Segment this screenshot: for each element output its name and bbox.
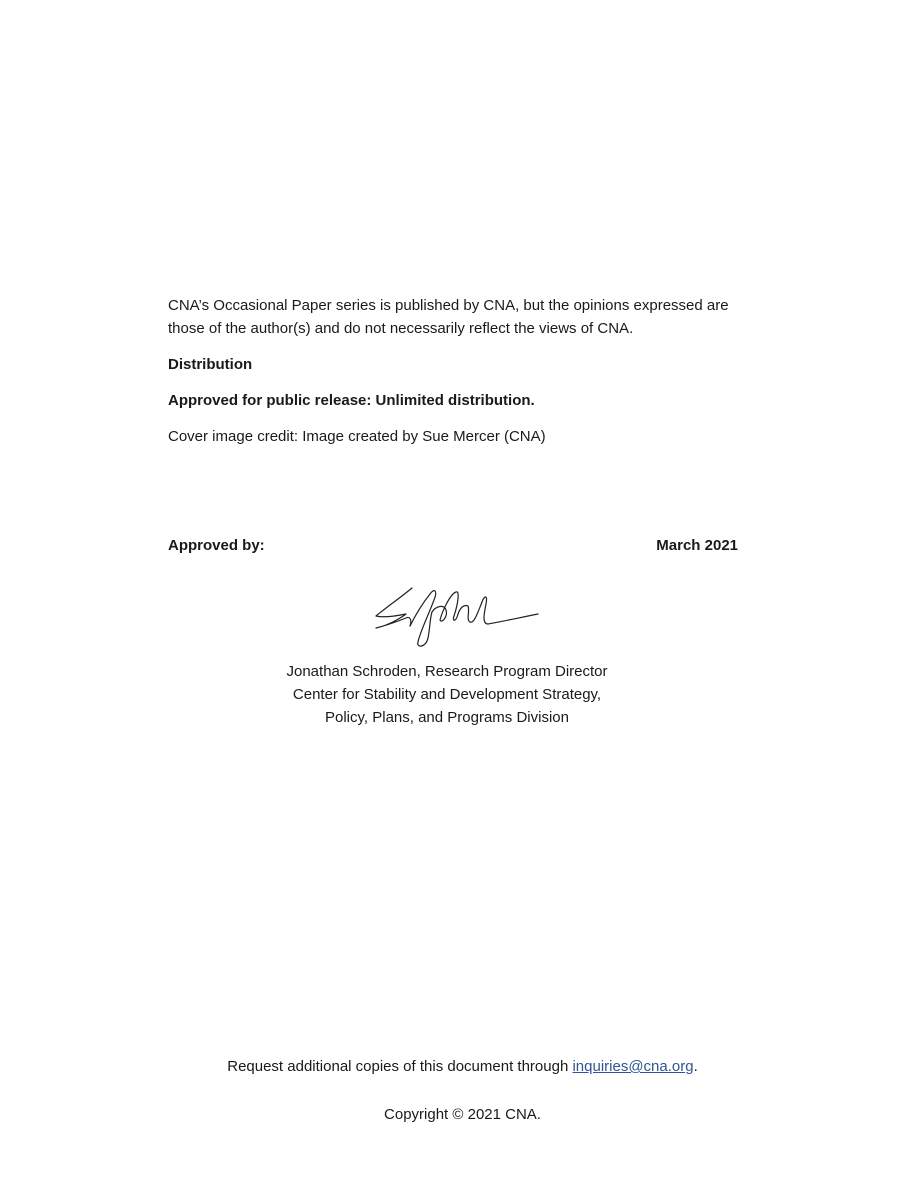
approval-row bbox=[168, 534, 738, 557]
signature-image bbox=[370, 582, 545, 650]
email-link[interactable]: inquiries@cna.org bbox=[572, 1058, 694, 1075]
approved-by-label: Approved by: bbox=[168, 537, 265, 554]
signer-name-title: Jonathan Schroden, Research Program Director bbox=[286, 663, 608, 680]
signer-block bbox=[230, 660, 664, 729]
request-text: Request additional copies of this document through bbox=[227, 1058, 573, 1075]
signer-center: Center for Stability and Development Strategy, bbox=[292, 686, 602, 703]
cover-image-credit: Cover image credit: Image created by Sue Mercer (CNA) bbox=[168, 428, 546, 445]
signer-division: Policy, Plans, and Programs Division bbox=[325, 709, 569, 726]
request-copies-line bbox=[0, 1055, 920, 1078]
distribution-heading: Distribution bbox=[168, 356, 253, 373]
copyright-notice: Copyright © 2021 CNA. bbox=[384, 1106, 541, 1123]
approval-date: March 2021 bbox=[656, 537, 738, 554]
request-end: . bbox=[693, 1058, 698, 1075]
disclaimer-text: CNA’s Occasional Paper series is published by CNA, but the opinions expressed are those of the author(s) and do not necessarily reflect the views of CNA. bbox=[168, 297, 729, 337]
release-statement: Approved for public release: Unlimited distribution. bbox=[168, 392, 535, 409]
